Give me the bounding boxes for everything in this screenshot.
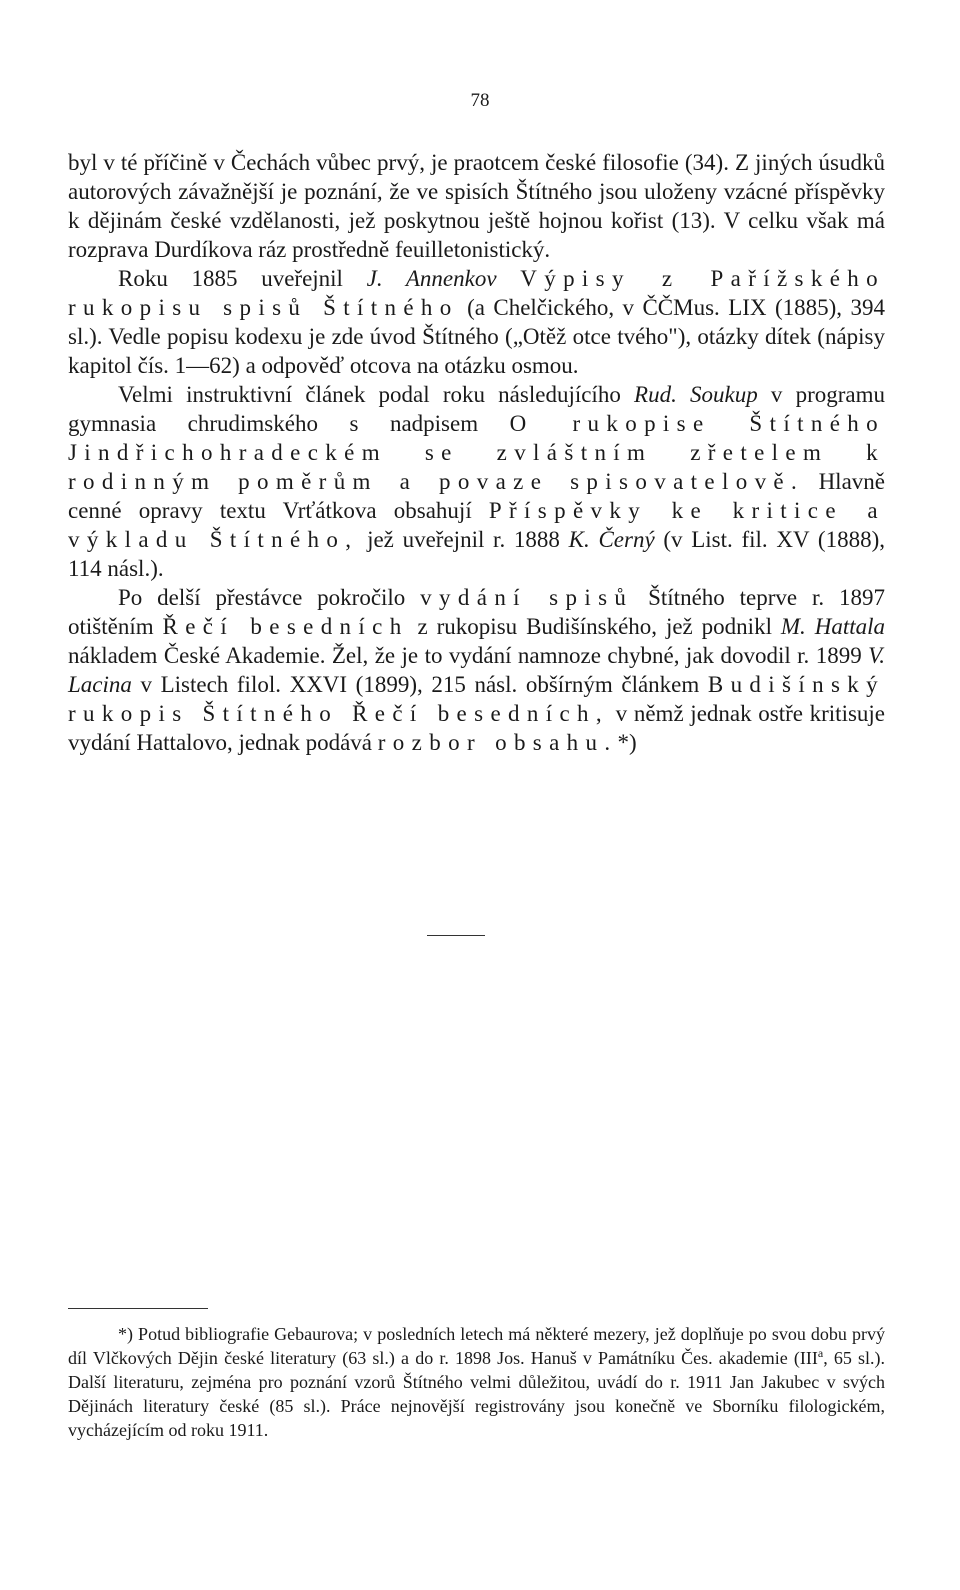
paragraph-text [497, 266, 521, 291]
paragraph-text: z rukopisu Budišínského, jež podnikl [408, 614, 781, 639]
footnote-divider [68, 1308, 208, 1309]
footnote-text-part: , 65 sl.). Další literaturu, zejména pro poznání vzorů Štítného velmi důležitou, uvádí do r. 1911 Jan Jakubec v svých Dějinách literatury české (85 sl.). Práce nejnovější registrovány jsou konečně ve Sborníku filologickém, vycházejícím od roku 1911. [68, 1348, 885, 1440]
spaced-title: O rukopise Štítného Jindřichohradeckém se zvláštním zřetelem k rodinným poměrům a povaze spisovatelově. [68, 411, 885, 494]
author-name: M. Hattala [780, 614, 885, 639]
paragraph-text: (v List. fil. XV (1888), 114 násl.). [68, 527, 885, 581]
paragraph-text: v Listech filol. XXVI (1899), 215 násl. obšírným článkem [131, 672, 708, 697]
author-name: V. Lacina [68, 643, 885, 697]
paragraph-durdik-conclusion [68, 148, 885, 264]
paragraph-text: byl v té příčině v Čechách vůbec prvý, je praotcem české filosofie (34). Z jiných úsudků autorových závažnější je poznání, že ve spisích Štítného jsou uloženy vzácné příspěvky k dějinám české vzdělanosti, jež poskytnou ještě hojnou kořist (13). V celku však má rozprava Durdíkova ráz prostředně feuilletonistický. [68, 150, 885, 262]
paragraph-text: nákladem České Akademie. Žel, že je to vydání namnoze chybné, jak dovodil r. 1899 [68, 643, 869, 668]
main-text [68, 148, 885, 757]
footnote [68, 1322, 885, 1442]
paragraph-text: Po delší přestávce pokročilo [118, 585, 421, 610]
author-name: Rud. Soukup [634, 382, 758, 407]
footnote-text-part: *) Potud bibliografie Gebaurova; v posledních letech má některé mezery, jež doplňuje po svou dobu prvý díl Vlčkových Dějin české literatury (63 sl.) a do r. 1898 Jos. Hanuš v Památníku Čes. akademie (III [68, 1324, 885, 1368]
spaced-title: Výpisy z Pařížského rukopisu spisů Štítného [68, 266, 886, 320]
paragraph-text: Hlavně cenné opravy textu Vrťátkova obsahují [68, 469, 885, 523]
footnote-text [68, 1322, 885, 1442]
spaced-title: vydání spisů [420, 585, 634, 610]
spaced-title: rozbor obsahu. [377, 730, 618, 755]
author-name: J. Annenkov [366, 266, 497, 291]
paragraph-text: Roku 1885 uveřejnil [118, 266, 367, 291]
spaced-title: Příspěvky ke kritice a výkladu Štítného, [68, 498, 885, 552]
paragraph-text: Velmi instruktivní článek podal roku následujícího [118, 382, 635, 407]
author-name: K. Černý [568, 527, 655, 552]
superscript: a [817, 1346, 824, 1360]
paragraph-text: (a Chelčického, v ČČMus. LIX (1885), 394 sl.). Vedle popisu kodexu je zde úvod Štítného („Otěž otce tvého"), otázky dítek (nápisy kapitol čís. 1—62) a odpověď otcova na otázku osmou. [68, 295, 885, 378]
paragraph-text: Štítného teprve r. 1897 otištěním [68, 585, 885, 639]
footnote-marker: *) [617, 730, 637, 755]
paragraph-soukup [68, 380, 885, 583]
page-number: 78 [470, 90, 490, 111]
paragraph-hattala-lacina [68, 583, 885, 757]
spaced-title: Budišínský rukopis Štítného Řečí besedních, [68, 672, 885, 726]
paragraph-annenkov [68, 264, 885, 380]
section-divider [427, 935, 485, 936]
paragraph-text: v programu gymnasia chrudimského s nadpisem [68, 382, 886, 436]
spaced-title: Řečí besedních [162, 614, 409, 639]
paragraph-text: v němž jednak ostře kritisuje vydání Hattalovo, jednak podává [68, 701, 886, 755]
paragraph-text: jež uveřejnil r. 1888 [358, 527, 569, 552]
